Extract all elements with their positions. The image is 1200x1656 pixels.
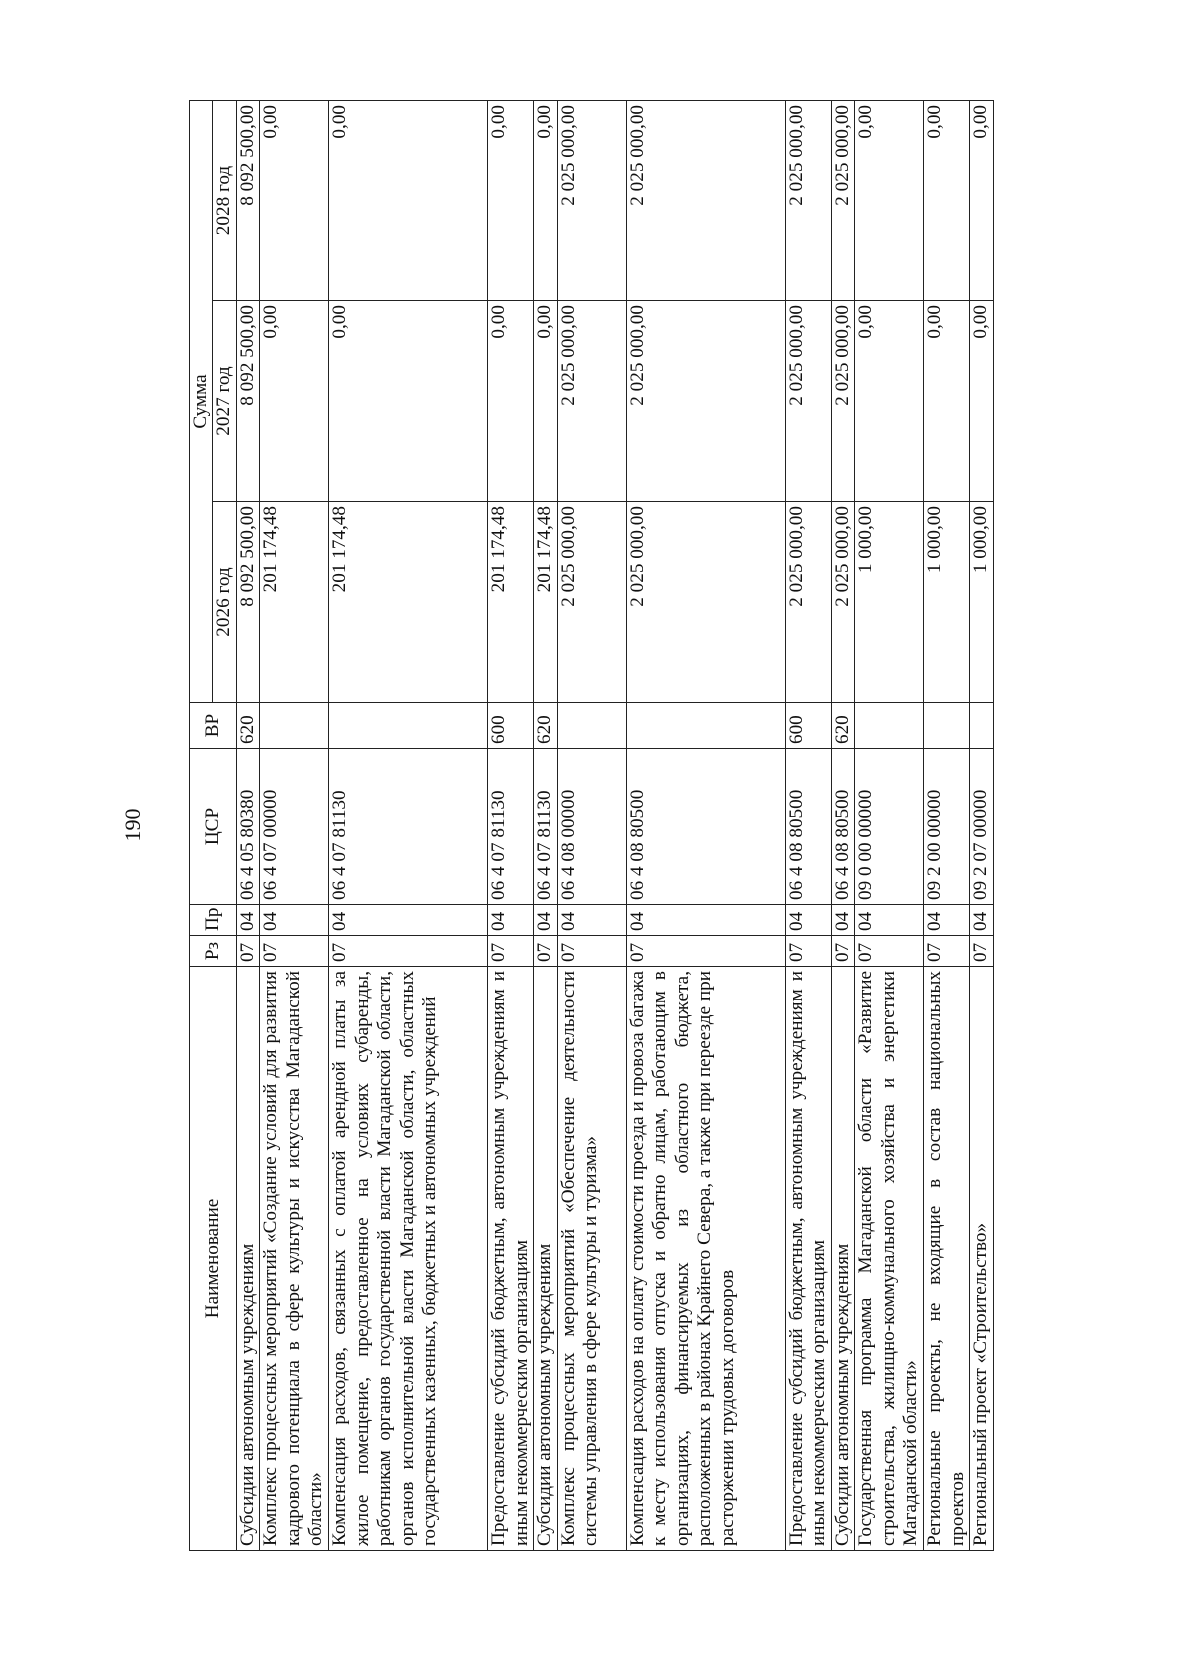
row-name: Комплекс процессных мероприятий «Создание условий для развития кадрового потенциала в сфере культуры и искусства Магаданской области»	[260, 967, 329, 1551]
row-2026: 8 092 500,00	[236, 502, 259, 703]
row-csr: 06 4 08 00000	[557, 749, 626, 905]
row-pr: 04	[831, 905, 854, 936]
row-rz: 07	[831, 936, 854, 967]
row-2028: 0,00	[260, 100, 329, 300]
row-2027: 8 092 500,00	[236, 301, 259, 502]
table-row	[924, 100, 970, 1550]
row-vr	[557, 703, 626, 749]
row-2027: 0,00	[924, 301, 970, 502]
row-2028: 8 092 500,00	[236, 100, 259, 300]
row-2026: 2 025 000,00	[626, 502, 785, 703]
row-name: Комплекс процессных мероприятий «Обеспечение деятельности системы управления в сфере культуры и туризма»	[557, 967, 626, 1551]
row-vr: 620	[831, 703, 854, 749]
row-2027: 2 025 000,00	[785, 301, 831, 502]
row-2027: 2 025 000,00	[831, 301, 854, 502]
row-2027: 0,00	[329, 301, 488, 502]
row-csr: 09 2 07 00000	[970, 749, 993, 905]
table-row	[970, 100, 993, 1550]
row-rz: 07	[970, 936, 993, 967]
row-2026: 1 000,00	[924, 502, 970, 703]
row-csr: 06 4 07 81130	[488, 749, 534, 905]
table-row	[260, 100, 329, 1550]
row-2026: 201 174,48	[260, 502, 329, 703]
table-row	[557, 100, 626, 1550]
row-pr: 04	[260, 905, 329, 936]
row-name: Предоставление субсидий бюджетным, автономным учреждениям и иным некоммерческим организациям	[785, 967, 831, 1551]
row-2028: 0,00	[488, 100, 534, 300]
row-pr: 04	[236, 905, 259, 936]
header-rz: Рз	[190, 936, 237, 967]
row-2026: 201 174,48	[329, 502, 488, 703]
row-2028: 0,00	[970, 100, 993, 300]
row-csr: 06 4 08 80500	[831, 749, 854, 905]
row-2028: 2 025 000,00	[557, 100, 626, 300]
row-name: Государственная программа Магаданской области «Развитие строительства, жилищно-коммунального хозяйства и энергетики Магаданской области»	[855, 967, 924, 1551]
row-vr: 600	[785, 703, 831, 749]
header-name: Наименование	[190, 967, 237, 1551]
table-row	[488, 100, 534, 1550]
row-pr: 04	[924, 905, 970, 936]
row-name: Субсидии автономным учреждениям	[831, 967, 854, 1551]
header-sum: Сумма	[190, 100, 213, 702]
row-csr: 09 2 00 00000	[924, 749, 970, 905]
row-vr	[924, 703, 970, 749]
row-2028: 0,00	[855, 100, 924, 300]
row-rz: 07	[488, 936, 534, 967]
row-csr: 06 4 05 80380	[236, 749, 259, 905]
row-name: Региональный проект «Строительство»	[970, 967, 993, 1551]
table-row	[626, 100, 785, 1550]
row-pr: 04	[488, 905, 534, 936]
row-2028: 2 025 000,00	[626, 100, 785, 300]
row-name: Компенсация расходов на оплату стоимости проезда и провоза багажа к месту использования отпуска и обратно лицам, работающим в организациях, финансируемых из областного бюджета, расположенных в районах Крайнего Севера, а также при переезде при расторжении трудовых договоров	[626, 967, 785, 1551]
row-vr	[855, 703, 924, 749]
row-pr: 04	[785, 905, 831, 936]
row-rz: 07	[557, 936, 626, 967]
row-2028: 0,00	[534, 100, 557, 300]
header-pr: Пр	[190, 905, 237, 936]
row-csr: 06 4 07 81130	[534, 749, 557, 905]
row-2027: 2 025 000,00	[557, 301, 626, 502]
row-2026: 2 025 000,00	[557, 502, 626, 703]
header-csr: ЦСР	[190, 749, 237, 905]
table-row	[785, 100, 831, 1550]
row-vr: 600	[488, 703, 534, 749]
row-rz: 07	[855, 936, 924, 967]
row-vr	[626, 703, 785, 749]
row-rz: 07	[260, 936, 329, 967]
row-name: Субсидии автономным учреждениям	[534, 967, 557, 1551]
row-2028: 2 025 000,00	[831, 100, 854, 300]
table-row	[855, 100, 924, 1550]
row-2026: 1 000,00	[970, 502, 993, 703]
row-2027: 0,00	[855, 301, 924, 502]
header-year-2028: 2028 год	[213, 100, 236, 300]
row-2027: 0,00	[260, 301, 329, 502]
row-name: Субсидии автономным учреждениям	[236, 967, 259, 1551]
row-rz: 07	[924, 936, 970, 967]
row-2026: 2 025 000,00	[831, 502, 854, 703]
header-vr: ВР	[190, 703, 237, 749]
row-vr	[970, 703, 993, 749]
header-year-2026: 2026 год	[213, 502, 236, 703]
row-name: Компенсация расходов, связанных с оплатой арендной платы за жилое помещение, предоставленное на условиях субаренды, работникам органов государственной власти Магаданской области, органов исполнительной власти Магаданской области, областных государственных казенных, бюджетных и автономных учреждений	[329, 967, 488, 1551]
row-2027: 0,00	[534, 301, 557, 502]
row-csr: 06 4 07 81130	[329, 749, 488, 905]
row-rz: 07	[626, 936, 785, 967]
row-name: Предоставление субсидий бюджетным, автономным учреждениям и иным некоммерческим организациям	[488, 967, 534, 1551]
table-row	[329, 100, 488, 1550]
row-vr	[260, 703, 329, 749]
row-pr: 04	[557, 905, 626, 936]
row-vr: 620	[534, 703, 557, 749]
table-row	[534, 100, 557, 1550]
table-row	[831, 100, 854, 1550]
row-name: Региональные проекты, не входящие в состав национальных проектов	[924, 967, 970, 1551]
row-2027: 2 025 000,00	[626, 301, 785, 502]
row-csr: 09 0 00 00000	[855, 749, 924, 905]
row-2027: 0,00	[970, 301, 993, 502]
budget-table	[189, 100, 994, 1551]
row-2028: 2 025 000,00	[785, 100, 831, 300]
row-2026: 2 025 000,00	[785, 502, 831, 703]
row-2026: 1 000,00	[855, 502, 924, 703]
row-csr: 06 4 08 80500	[626, 749, 785, 905]
row-2028: 0,00	[924, 100, 970, 300]
header-year-2027: 2027 год	[213, 301, 236, 502]
row-2028: 0,00	[329, 100, 488, 300]
row-pr: 04	[855, 905, 924, 936]
row-rz: 07	[329, 936, 488, 967]
row-vr	[329, 703, 488, 749]
page-number: 190	[120, 808, 145, 842]
row-rz: 07	[534, 936, 557, 967]
row-pr: 04	[626, 905, 785, 936]
row-2026: 201 174,48	[488, 502, 534, 703]
row-pr: 04	[970, 905, 993, 936]
row-rz: 07	[236, 936, 259, 967]
row-2026: 201 174,48	[534, 502, 557, 703]
row-vr: 620	[236, 703, 259, 749]
table-row	[236, 100, 259, 1550]
row-pr: 04	[329, 905, 488, 936]
row-pr: 04	[534, 905, 557, 936]
row-csr: 06 4 07 00000	[260, 749, 329, 905]
row-csr: 06 4 08 80500	[785, 749, 831, 905]
budget-table-rotated	[189, 101, 992, 1551]
row-2027: 0,00	[488, 301, 534, 502]
row-rz: 07	[785, 936, 831, 967]
